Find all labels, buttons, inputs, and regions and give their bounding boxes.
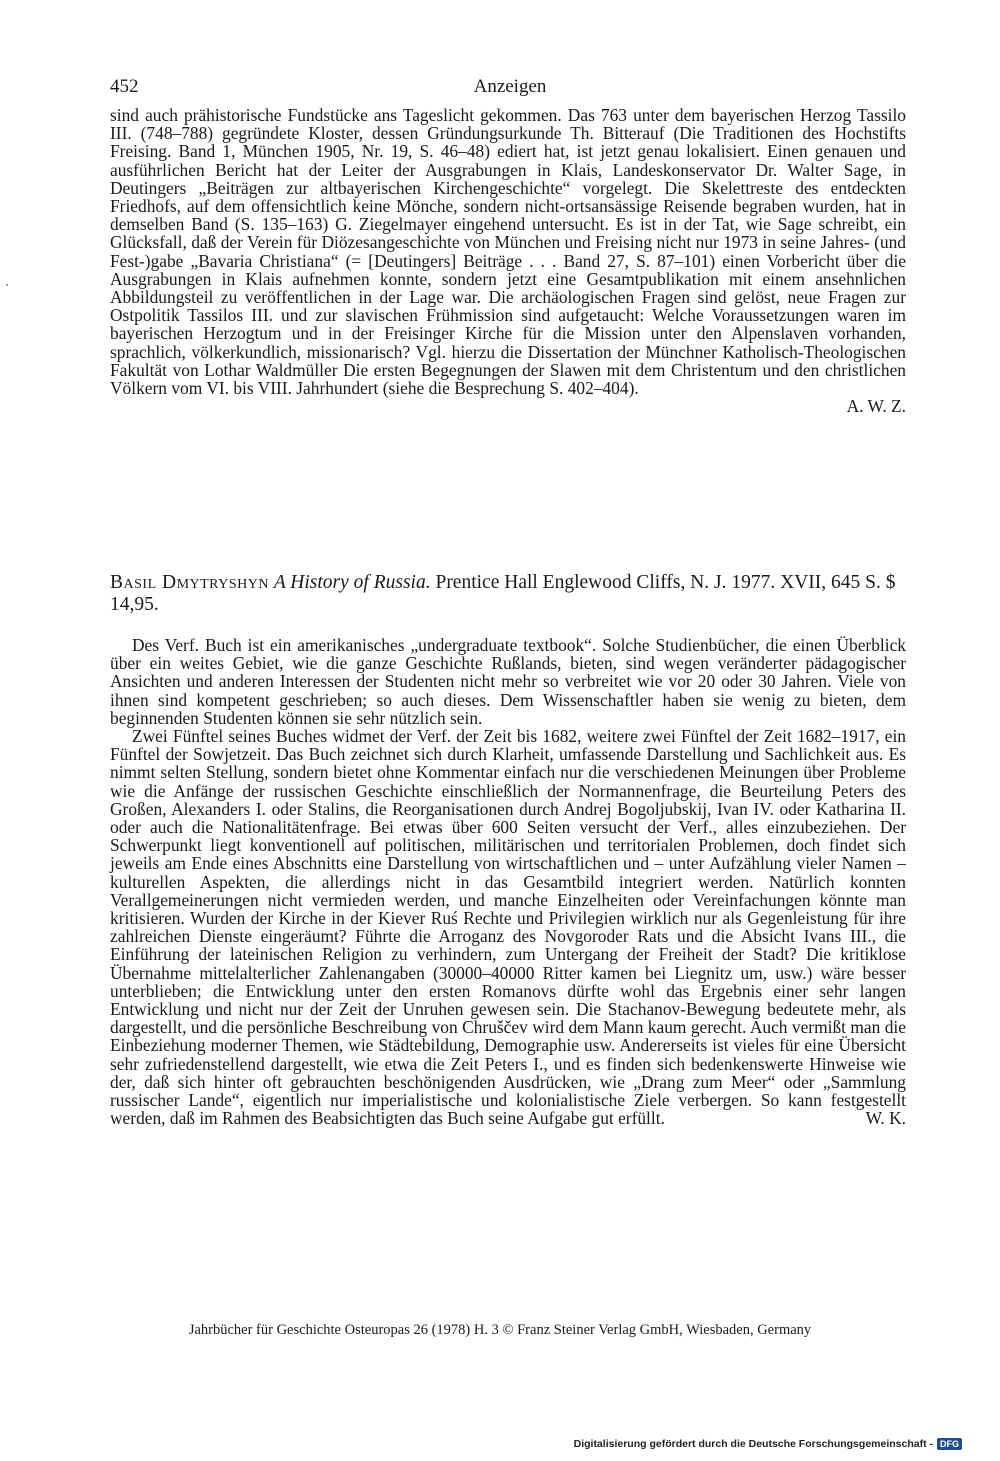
running-head: Anzeigen [473, 76, 547, 97]
digitization-notice [574, 1438, 962, 1450]
continued-review-signature-line [110, 397, 906, 415]
book-author: Basil Dmytryshyn [110, 572, 269, 593]
review-paragraph-1: Des Verf. Buch ist ein amerikanisches „undergraduate textbook“. Solche Studienbücher, die einen Überblick über ein weites Gebiet, wie die ganze Geschichte Rußlands, bieten, sind wegen veränderter pädagogischer Ansichten und anderen Interessen der Studenten nicht mehr so verbreitet wie vor 20 oder 30 Jahren. Viele von ihnen sind kompetent geschrieben; so auch dieses. Dem Wissenschaftler haben sie wenig zu bieten, dem beginnenden Studenten können sie sehr nützlich sein. [110, 635, 906, 728]
bibliographic-entry [110, 572, 910, 616]
page-number: 452 [110, 76, 139, 97]
review-paragraph-2-text: Zwei Fünftel seines Buches widmet der Verf. der Zeit bis 1682, weitere zwei Fünftel der Zeit 1682–1917, ein Fünftel der Sowjetzeit. Das Buch zeichnet sich durch Klarheit, umfassende Darstellung und Sachlichkeit aus. Es nimmt selten Stellung, sondern bietet ohne Kommentar einfach nur die verschiedenen Meinungen über Probleme wie die Anfänge der russischen Geschichte einschließlich der Normannenfrage, die Beurteilung Peters des Großen, Alexanders I. oder Stalins, die Reorganisationen durch Andrej Bogoljubskij, Ivan IV. oder Katharina II. oder auch die Nationalitätenfrage. Bei etwas über 600 Seiten versucht der Verf., alles einzubeziehen. Der Schwerpunkt liegt konventionell auf politischen, militärischen und territorialen Problemen, doch findet sich jeweils am Ende eines Abschnitts eine Darstellung von wirtschaftlichen und – unter Aufzählung vieler Namen – kulturellen Aspekten, die allerdings nicht in das Gesamtbild integriert werden. Natürlich konnten Verallgemeinerungen nicht vermieden werden, und manche Einzelheiten oder Vereinfachungen könnte man kritisieren. Wurden der Kirche in der Kiever Ruś Rechte und Privilegien wirklich nur als Gegenleistung für ihre zahlreichen Dienste eingeräumt? Führte die Arroganz des Novgoroder Rats und die Absicht Ivans III., die Einführung der lateinischen Religion zu verhindern, zum Untergang der Freiheit der Stadt? Die kritiklose Übernahme mittelalterlicher Zahlenangaben (30000–40000 Ritter kamen bei Liegnitz um, usw.) wäre besser unterblieben; die Entwicklung unter den ersten Romanovs dürfte wohl das Ergebnis einer sehr langen Entwicklung und nicht nur der Zeit der Unruhen gewesen sein. Die Stachanov-Bewegung bedeutete mehr, als dargestellt, und die persönliche Beschreibung von Chruščev wird dem Mann kaum gerecht. Auch vermißt man die Einbeziehung moderner Themen, wie Städtebildung, Demographie usw. Andererseits ist vieles für eine Übersicht sehr zufriedenstellend dargestellt, wie etwa die Zeit Peters I., und es finden sich bedenkenswerte Hinweise wie der, daß sich hinter oft gebrauchten beschönigenden Ausdrücken, wie „Drang zum Meer“ oder „Sammlung russischer Lande“, eigentlich nur imperialistische und kolonialistische Ziele verbergen. So kann festgestellt werden, daß im Rahmen des Beabsichtigten das Buch seine Aufgabe gut erfüllt. [110, 726, 906, 1129]
book-title: A History of Russia. [273, 572, 431, 593]
digitization-text: Digitalisierung gefördert durch die Deutsche Forschungsgemeinschaft - [573, 1438, 933, 1450]
scan-mark [6, 284, 8, 286]
review-signature: W. K. [865, 1108, 906, 1129]
dfg-logo: DFG [937, 1438, 962, 1450]
review-body [110, 636, 906, 1127]
continued-review [110, 106, 906, 415]
review-paragraph-2 [110, 727, 906, 1127]
page-header [110, 76, 910, 102]
reviewer-signature: A. W. Z. [846, 396, 906, 417]
journal-footer: Jahrbücher für Geschichte Osteuropas 26 (1978) H. 3 © Franz Steiner Verlag GmbH, Wiesbaden, Germany [188, 1322, 812, 1338]
continued-review-text: sind auch prähistorische Fundstücke ans Tageslicht gekommen. Das 763 unter dem bayerischen Herzog Tassilo III. (748–788) gegründete Kloster, dessen Gründungsurkunde Th. Bitterauf (Die Traditionen des Hochstifts Freising. Band 1, München 1905, Nr. 19, S. 46–48) ediert hat, ist jetzt genau lokalisiert. Einen genauen und ausführlichen Bericht hat der Leiter der Ausgrabungen in Klais, Landeskonservator Dr. Walter Sage, in Deutingers „Beiträgen zur altbayerischen Kirchengeschichte“ vorgelegt. Die Skelettreste des entdeckten Friedhofs, auf dem offensichtlich keine Mönche, sondern nicht-ortsansässige Reisende begraben wurden, hat in demselben Band (S. 135–163) G. Ziegelmayer eingehend untersucht. Es ist in der Tat, wie Sage schreibt, ein Glücksfall, daß der Verein für Diözesangeschichte von München und Freising nicht nur 1973 in seine Jahres- (und Fest-)gabe „Bavaria Christiana“ (= [Deutingers] Beiträge . . . Band 27, S. 87–101) einen Vorbericht über die Ausgrabungen in Klais aufnehmen konnte, sondern jetzt eine Gesamtpublikation mit einem ansehnlichen Abbildungsteil zu veröffentlichen in der Lage war. Die archäologischen Fragen sind gelöst, neue Fragen zur Ostpolitik Tassilos III. und zur slavischen Frühmission sind aufgetaucht: Welche Voraussetzungen waren im bayerischen Herzogtum und in der Freisinger Kirche für die Mission unter den Alpenslaven vorhanden, sprachlich, völkerkundlich, missionarisch? Vgl. hierzu die Dissertation der Münchner Katholisch-Theologischen Fakultät von Lothar Waldmüller Die ersten Begegnungen der Slawen mit dem Christentum und den christlichen Völkern vom VI. bis VIII. Jahrhundert (siehe die Besprechung S. 402–404). [110, 105, 906, 399]
book-publication: Prentice Hall Englewood Cliffs, N. J. 1977. XVII, 645 S. $ 14,95. [110, 572, 896, 615]
